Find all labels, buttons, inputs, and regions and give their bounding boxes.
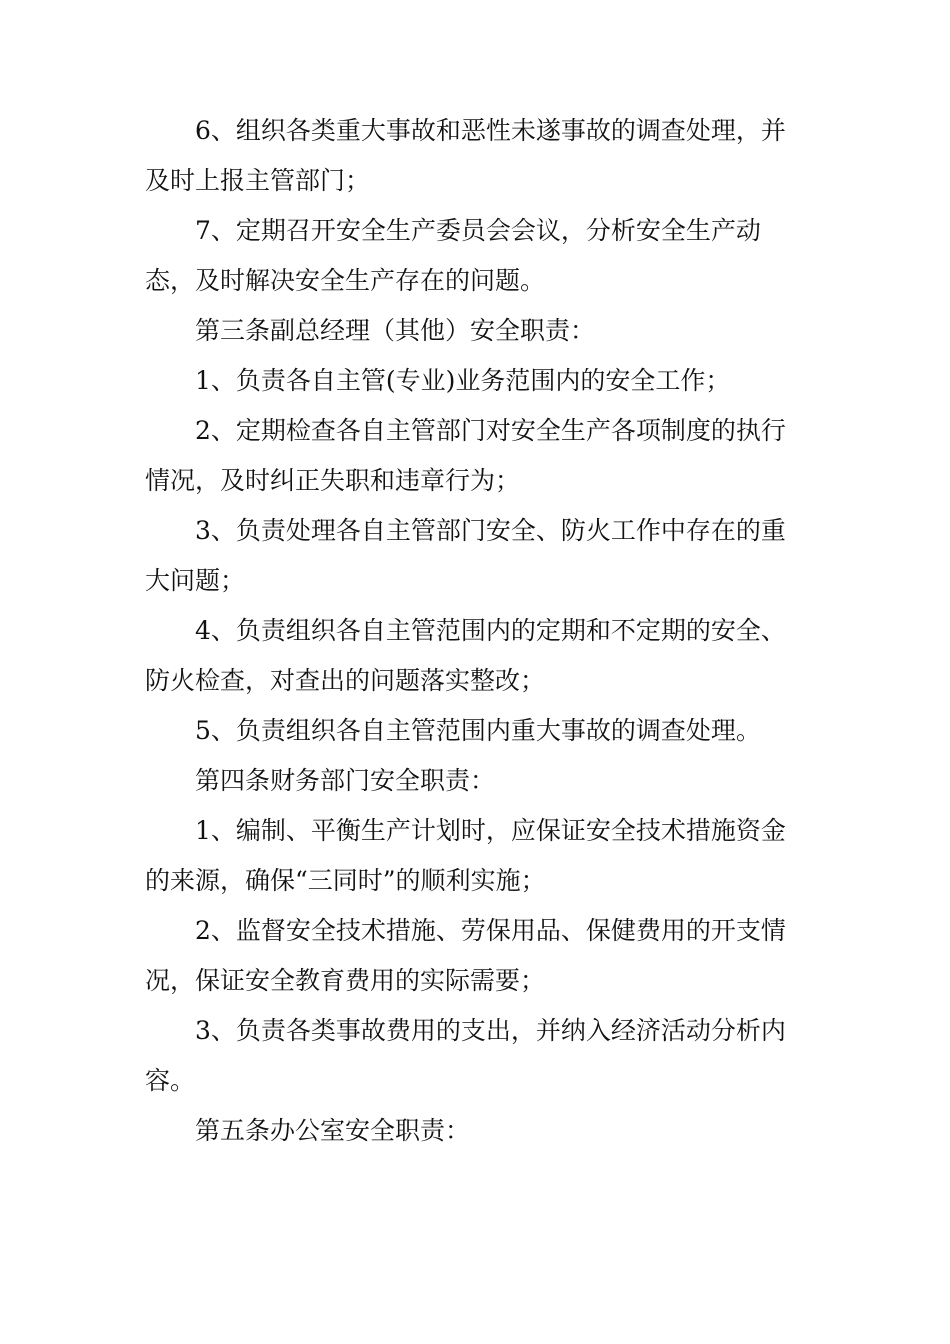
paragraph-item-3: 3、负责各类事故费用的支出，并纳入经济活动分析内容。 [145,1016,786,1095]
paragraph-item-6: 6、组织各类重大事故和恶性未遂事故的调查处理，并及时上报主管部门； [145,116,786,195]
paragraph-item-5: 5、负责组织各自主管范围内重大事故的调查处理。 [195,716,761,745]
section-heading-article-4: 第四条财务部门安全职责： [195,766,496,795]
paragraph-item-2: 2、定期检查各自主管部门对安全生产各项制度的执行情况，及时纠正失职和违章行为； [145,416,786,495]
paragraph-item-4: 4、负责组织各自主管范围内的定期和不定期的安全、防火检查，对查出的问题落实整改； [145,616,786,695]
paragraph-item-1: 1、编制、平衡生产计划时，应保证安全技术措施资金的来源，确保“三同时”的顺利实施； [145,816,786,895]
paragraph-item-3: 3、负责处理各自主管部门安全、防火工作中存在的重大问题； [145,516,786,595]
document-body [145,106,810,1156]
paragraph-item-1: 1、负责各自主管(专业)业务范围内的安全工作； [195,366,731,395]
section-heading-article-5: 第五条办公室安全职责： [195,1116,471,1145]
paragraph-item-7: 7、定期召开安全生产委员会会议，分析安全生产动态，及时解决安全生产存在的问题。 [145,216,761,295]
section-heading-article-3: 第三条副总经理（其他）安全职责： [195,316,596,345]
paragraph-item-2: 2、监督安全技术措施、劳保用品、保健费用的开支情况，保证安全教育费用的实际需要； [145,916,786,995]
